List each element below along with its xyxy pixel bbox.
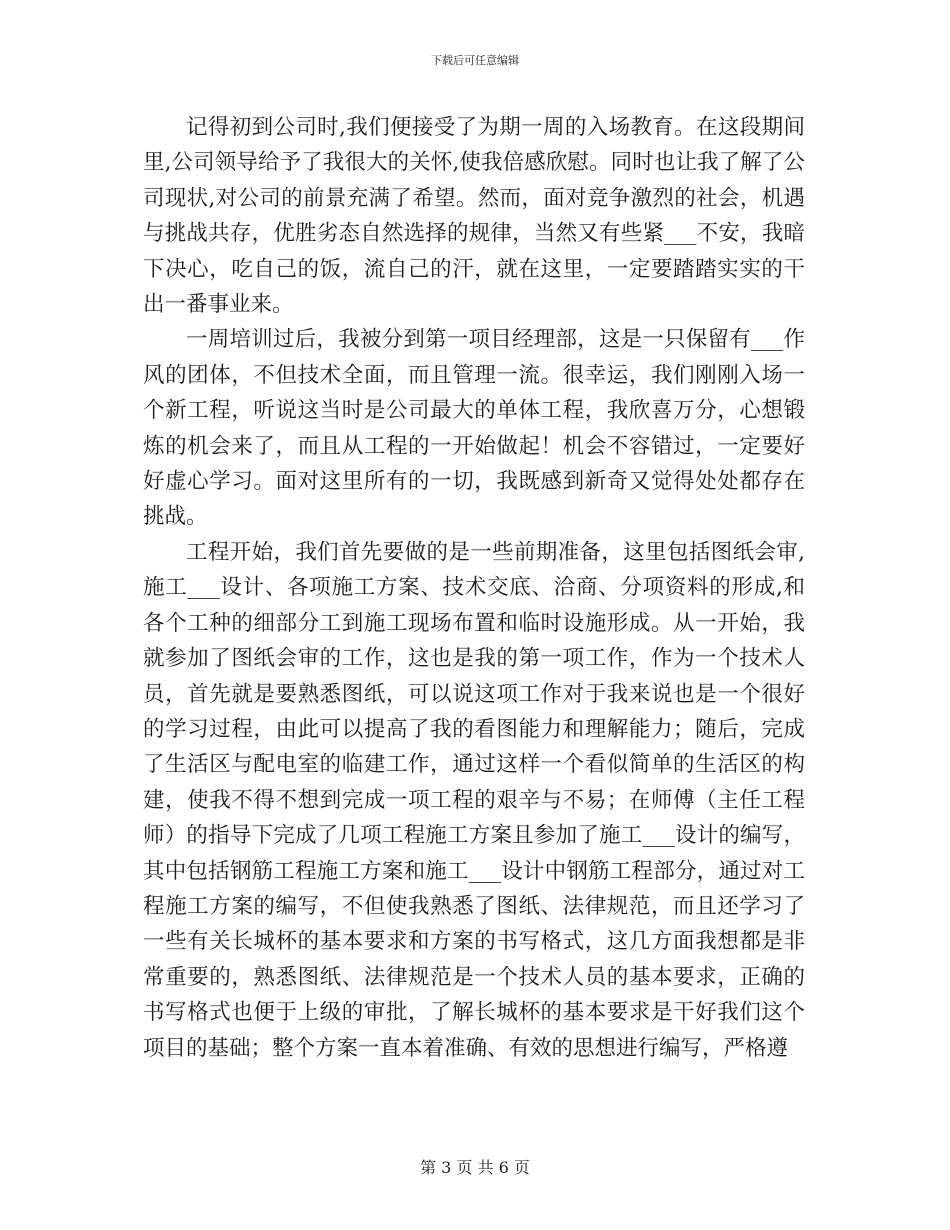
paragraph: 记得初到公司时,我们便接受了为期一周的入场教育。在这段期间里,公司领导给予了我很大的关怀,使我倍感欣慰。同时也让我了解了公司现状,对公司的前景充满了希望。然而，面对竞争激烈的社会，机遇与挑战共存，优胜劣态自然选择的规律，当然又有些紧___不安，我暗下决心，吃自己的饭，流自己的汗，就在这里，一定要踏踏实实的干出一番事业来。 — [143, 115, 805, 318]
paragraph: 工程开始，我们首先要做的是一些前期准备，这里包括图纸会审,施工___设计、各项施工方案、技术交底、洽商、分项资料的形成,和各个工种的细部分工到施工现场布置和临时设施形成。从一开始，我就参加了图纸会审的工作，这也是我的第一项工作，作为一个技术人员，首先就是要熟悉图纸，可以说这项工作对于我来说也是一个很好的学习过程，由此可以提高了我的看图能力和理解能力；随后，完成了生活区与配电室的临建工作，通过这样一个看似简单的生活区的构建，使我不得不想到完成一项工程的艰辛与不易；在师傅（主任工程师）的指导下完成了几项工程施工方案且参加了施工___设计的编写，其中包括钢筋工程施工方案和施工___设计中钢筋工程部分，通过对工程施工方案的编写，不但使我熟悉了图纸、法律规范，而且还学习了一些有关长城杯的基本要求和方案的书写格式，这几方面我想都是非常重要的，熟悉图纸、法律规范是一个技术人员的基本要求，正确的书写格式也便于上级的审批，了解长城杯的基本要求是干好我们这个项目的基础；整个方案一直本着准确、有效的思想进行编写，严格遵 — [143, 539, 805, 1061]
paragraph: 一周培训过后，我被分到第一项目经理部，这是一只保留有___作风的团体，不但技术全面，而且管理一流。很幸运，我们刚刚入场一个新工程，听说这当时是公司最大的单体工程，我欣喜万分，心想锻炼的机会来了，而且从工程的一开始做起！机会不容错过，一定要好好虚心学习。面对这里所有的一切，我既感到新奇又觉得处处都存在挑战。 — [143, 327, 805, 530]
document-body — [143, 110, 805, 1066]
page-number-footer: 第 3 页 共 6 页 — [420, 1158, 530, 1177]
page-header: 下载后可任意编辑 — [431, 54, 519, 67]
